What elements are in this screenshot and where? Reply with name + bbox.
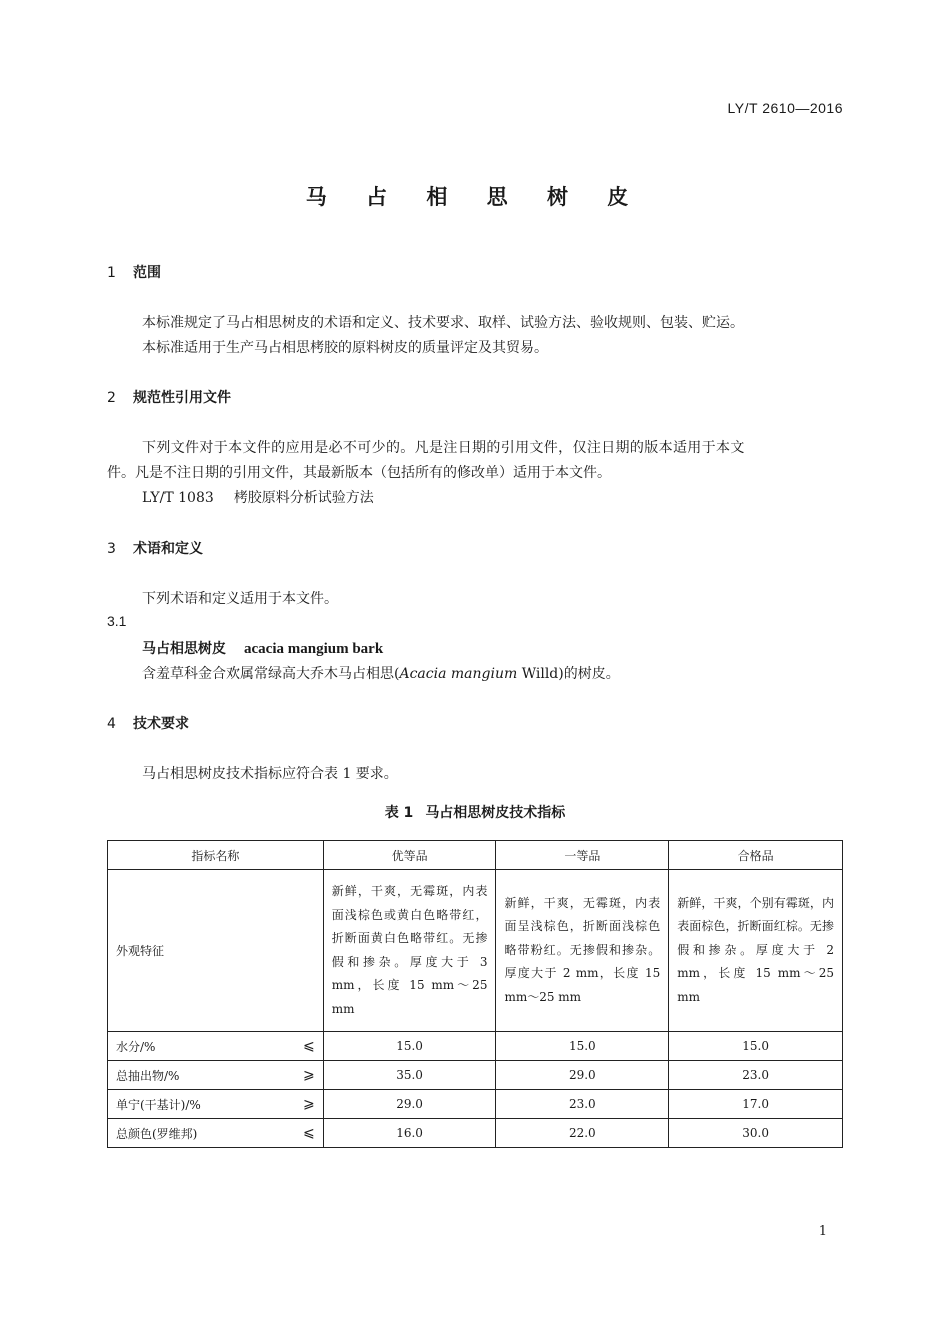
value-superior: 15.0	[323, 1032, 496, 1061]
value-first: 15.0	[496, 1032, 669, 1061]
appearance-qualified: 新鲜，干爽，个别有霉斑，内表面棕色，折断面红棕。无掺假和掺杂。厚度大于 2 mm，长度 15 mm～25 mm	[669, 870, 843, 1032]
value-first: 22.0	[496, 1119, 669, 1148]
terms-intro: 下列术语和定义适用于本文件。	[142, 591, 338, 607]
table-caption	[0, 802, 950, 822]
value-qualified: 23.0	[669, 1061, 843, 1090]
indicator-name: 总抽出物/%	[116, 1068, 180, 1083]
value-first: 29.0	[496, 1061, 669, 1090]
value-superior: 35.0	[323, 1061, 496, 1090]
technical-indicators-table	[107, 840, 843, 1148]
table-row	[108, 1032, 843, 1061]
section-2-heading	[107, 387, 231, 407]
section-3-heading	[107, 538, 203, 558]
table-row	[108, 1119, 843, 1148]
header-superior-grade: 优等品	[323, 841, 496, 870]
section-number: 2	[107, 390, 116, 406]
references-paragraph-line-2: 件。凡是不注日期的引用文件，其最新版本（包括所有的修改单）适用于本文件。	[107, 465, 611, 481]
comparison-symbol: ⩾	[302, 1067, 315, 1083]
indicator-name: 总颜色(罗维邦)	[116, 1126, 198, 1141]
indicator-cell	[108, 1119, 324, 1148]
table-header-row	[108, 841, 843, 870]
appearance-first: 新鲜，干爽，无霉斑，内表面呈浅棕色，折断面浅棕色略带粉红。无掺假和掺杂。厚度大于 2 mm，长度 15 mm～25 mm	[496, 870, 669, 1032]
reference-entry	[142, 487, 374, 507]
page-number: 1	[818, 1224, 827, 1239]
section-number: 4	[107, 716, 116, 732]
indicator-name: 单宁(干基计)/%	[116, 1097, 201, 1112]
indicator-name: 外观特征	[108, 870, 324, 1032]
table-row	[108, 1061, 843, 1090]
table-label: 表 1	[384, 805, 414, 821]
scope-paragraph-1: 本标准规定了马占相思树皮的术语和定义、技术要求、取样、试验方法、验收规则、包装、贮运。	[142, 315, 744, 331]
indicator-cell	[108, 1032, 324, 1061]
comparison-symbol: ⩽	[302, 1038, 315, 1054]
indicator-cell	[108, 1061, 324, 1090]
section-number: 3	[107, 541, 116, 557]
appearance-superior: 新鲜，干爽，无霉斑，内表面浅棕色或黄白色略带红，折断面黄白色略带红。无掺假和掺杂。厚度大于 3 mm，长度 15 mm～25 mm	[323, 870, 496, 1032]
header-first-grade: 一等品	[496, 841, 669, 870]
value-first: 23.0	[496, 1090, 669, 1119]
header-qualified-grade: 合格品	[669, 841, 843, 870]
section-1-heading	[107, 262, 161, 282]
section-number: 1	[107, 265, 116, 281]
table-row	[108, 1090, 843, 1119]
header-indicator-name: 指标名称	[108, 841, 324, 870]
table-title: 马占相思树皮技术指标	[425, 805, 566, 821]
value-superior: 16.0	[323, 1119, 496, 1148]
term-definition	[142, 663, 620, 683]
term-english: acacia mangium bark	[244, 641, 384, 657]
section-title: 规范性引用文件	[133, 390, 231, 406]
standard-number: LY/T 2610—2016	[727, 100, 843, 116]
term-entry	[142, 638, 383, 658]
definition-text: 含羞草科金合欢属常绿高大乔木马占相思(	[142, 666, 400, 682]
section-title: 技术要求	[133, 716, 189, 732]
requirements-paragraph: 马占相思树皮技术指标应符合表 1 要求。	[142, 766, 398, 782]
scope-paragraph-2: 本标准适用于生产马占相思栲胶的原料树皮的质量评定及其贸易。	[142, 340, 548, 356]
section-title: 范围	[133, 265, 161, 281]
value-qualified: 15.0	[669, 1032, 843, 1061]
references-paragraph-line-1: 下列文件对于本文件的应用是必不可少的。凡是注日期的引用文件，仅注日期的版本适用于本文	[142, 440, 745, 456]
indicator-cell	[108, 1090, 324, 1119]
term-chinese: 马占相思树皮	[142, 641, 226, 657]
document-title: 马 占 相 思 树 皮	[305, 185, 645, 209]
reference-code: LY/T 1083	[142, 490, 214, 506]
comparison-symbol: ⩾	[302, 1096, 315, 1112]
indicator-name: 水分/%	[116, 1039, 156, 1054]
table-row-appearance	[108, 870, 843, 1032]
section-title: 术语和定义	[133, 541, 203, 557]
comparison-symbol: ⩽	[302, 1125, 315, 1141]
section-4-heading	[107, 713, 189, 733]
definition-text-end: Willd)的树皮。	[517, 666, 620, 682]
term-number: 3.1	[107, 613, 127, 629]
reference-title: 栲胶原料分析试验方法	[233, 490, 374, 506]
value-superior: 29.0	[323, 1090, 496, 1119]
value-qualified: 17.0	[669, 1090, 843, 1119]
value-qualified: 30.0	[669, 1119, 843, 1148]
latin-name: Acacia mangium	[399, 666, 518, 682]
